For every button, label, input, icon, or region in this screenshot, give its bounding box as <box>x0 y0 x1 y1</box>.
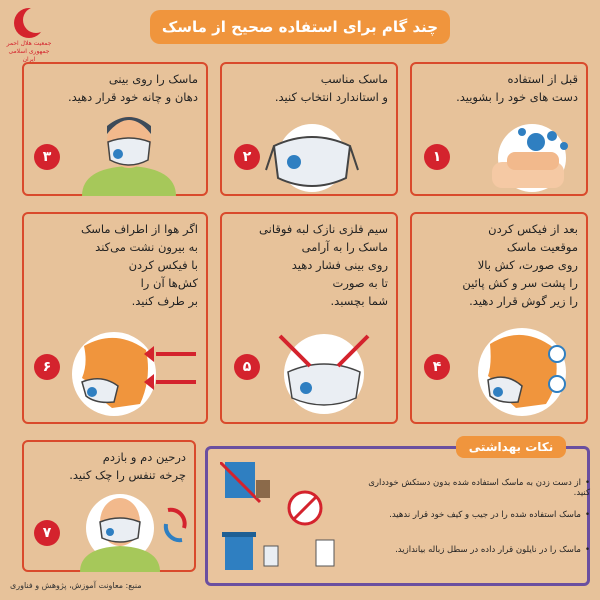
step-card-2 <box>220 62 398 196</box>
no-pocket-icon <box>289 492 321 524</box>
step-card-5 <box>220 212 398 424</box>
breathing-check-icon <box>72 488 192 572</box>
trash-bin-icon <box>222 532 256 570</box>
step-text: درحین دم و بازدم چرخه تنفس را چک کنید. <box>69 450 186 482</box>
mask-icon <box>262 114 362 194</box>
step-number: ۷ <box>34 520 60 546</box>
step-text: قبل از استفاده دست های خود را بشویید. <box>456 72 578 104</box>
step-card-6 <box>22 212 208 424</box>
step-number: ۲ <box>234 144 260 170</box>
head-side-mask-icon <box>462 324 582 420</box>
step-number: ۵ <box>234 354 260 380</box>
source-text: منبع: معاونت آموزش، پژوهش و فناوری <box>10 581 142 590</box>
step-text: اگر هوا از اطراف ماسک به بیرون نشت می‌کند با فیکس کردن کش‌ها آن را بر طرف کنید. <box>81 222 198 308</box>
step-number: ۴ <box>424 354 450 380</box>
step-text: سیم فلزی نازک لبه فوقانی ماسک را به آرامی روی بینی فشار دهید تا به صورت شما بچسبد. <box>259 222 388 308</box>
step-number: ۱ <box>424 144 450 170</box>
step-card-4 <box>410 212 588 424</box>
step-card-1 <box>410 62 588 196</box>
mask-leak-fix-icon <box>64 324 204 420</box>
no-touch-icon <box>220 462 270 502</box>
page-title: چند گام برای استفاده صحیح از ماسک <box>150 10 450 44</box>
nose-wire-press-icon <box>266 326 376 416</box>
step-card-3 <box>22 62 208 196</box>
hygiene-note-1: • از دست زدن به ماسک استفاده شده بدون دستکش خودداری کنید. <box>355 478 590 498</box>
person-wearing-mask-icon <box>74 112 184 196</box>
step-number: ۳ <box>34 144 60 170</box>
hygiene-note-3: • ماسک را در نایلون قرار داده در سطل زباله بیاندازید. <box>355 545 590 555</box>
step-text: بعد از فیکس کردن موقعیت ماسک روی صورت، کش بالا را پشت سر و کش پائین را زیر گوش قرار دهید. <box>462 222 578 308</box>
hygiene-note-2: • ماسک استفاده شده را در جیب و کیف خود قرار ندهید. <box>355 510 590 520</box>
logo-text: جمعیت هلال احمر جمهوری اسلامی ایران <box>6 40 52 63</box>
step-number: ۶ <box>34 354 60 380</box>
step-text: ماسک مناسب و استاندارد انتخاب کنید. <box>274 72 388 104</box>
red-crescent-logo <box>6 6 52 70</box>
crescent-icon <box>14 8 44 38</box>
plastic-bag-icon <box>264 546 278 566</box>
hygiene-icons <box>220 462 340 582</box>
hand-washing-icon <box>472 114 582 194</box>
gloves-icon <box>316 540 334 566</box>
step-card-7 <box>22 440 196 572</box>
step-text: ماسک را روی بینی دهان و چانه خود قرار دهید. <box>67 72 198 104</box>
hygiene-title: نکات بهداشتی <box>456 436 566 458</box>
